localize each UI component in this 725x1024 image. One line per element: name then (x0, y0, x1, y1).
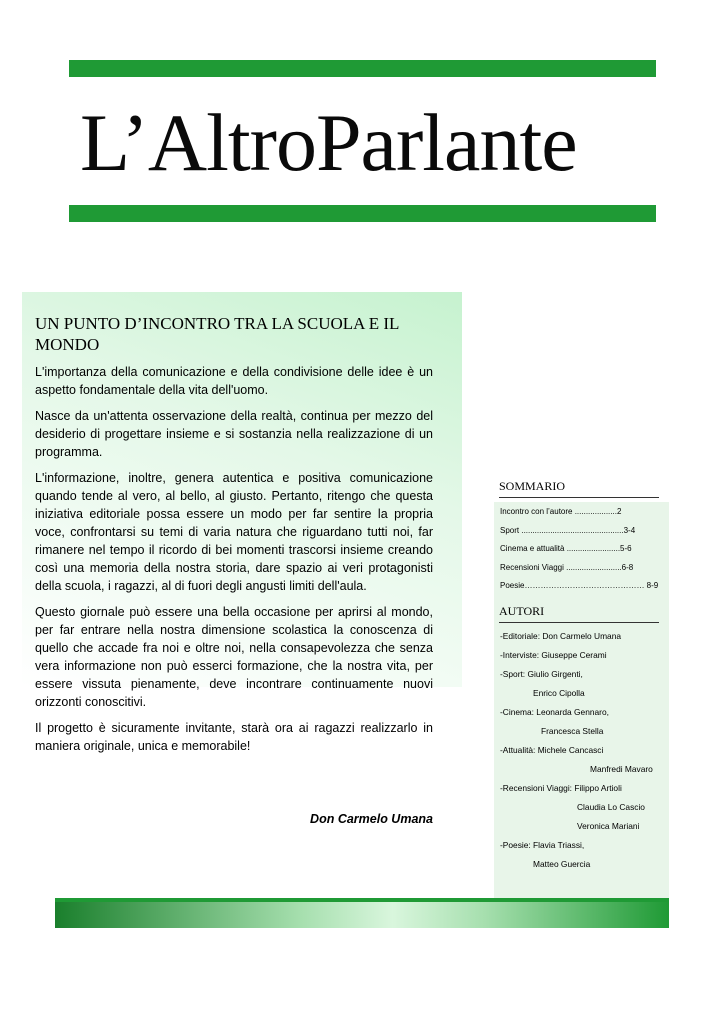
autori-item: -Attualità: Michele Cancasci (500, 745, 604, 755)
autori-item: Enrico Cipolla (533, 688, 585, 698)
sommario-item[interactable]: Poesie……………………………………… 8-9 (500, 581, 659, 590)
editorial-paragraph: Nasce da un'attenta osservazione della realtà, continua per mezzo del desiderio di progettare insieme e si sostanzia nella realizzazione di un programma. (35, 409, 433, 459)
autori-item: Manfredi Mavaro (590, 764, 653, 774)
sommario-item[interactable]: Incontro con l’autore ...................2 (500, 507, 622, 516)
editorial-article (35, 313, 433, 763)
editorial-paragraph: Il progetto è sicuramente invitante, starà ora ai ragazzi realizzarlo in maniera originale, unica e memorabile! (35, 721, 433, 753)
autori-list (500, 631, 665, 878)
sommario-heading: SOMMARIO (499, 479, 659, 498)
autori-item: Matteo Guercia (533, 859, 591, 869)
autori-item: Claudia Lo Cascio (577, 802, 645, 812)
masthead-bottom-rule (69, 205, 656, 222)
autori-item: Veronica Mariani (577, 821, 640, 831)
editorial-signature: Don Carmelo Umana (310, 812, 433, 826)
autori-item: Francesca Stella (541, 726, 604, 736)
autori-item: -Poesie: Flavia Triassi, (500, 840, 585, 850)
autori-item: -Sport: Giulio Girgenti, (500, 669, 583, 679)
sommario-item[interactable]: Recensioni Viaggi .........................6-8 (500, 562, 634, 572)
sommario-item[interactable]: Cinema e attualità ........................5-6 (500, 544, 632, 553)
top-green-rule (69, 60, 656, 77)
masthead-title: L’AltroParlante (80, 97, 577, 188)
editorial-paragraph: L'importanza della comunicazione e della condivisione delle idee è un aspetto fondamentale della vita dell'uomo. (35, 365, 433, 397)
autori-item: -Recensioni Viaggi: Filippo Artioli (500, 783, 622, 793)
autori-item: -Cinema: Leonarda Gennaro, (500, 707, 609, 717)
sommario-item[interactable]: Sport ..............................................3-4 (500, 525, 636, 535)
autori-heading: AUTORI (499, 604, 659, 623)
editorial-heading: UN PUNTO D’INCONTRO TRA LA SCUOLA E IL MONDO (35, 314, 399, 354)
sommario-list (500, 507, 660, 600)
editorial-paragraph: Questo giornale può essere una bella occasione per aprirsi al mondo, per far entrare nella nostra dimensione scolastica la conoscenza di quello che accade fra noi e oltre noi, nella consapevolezza che senza vera informazione non può esserci formazione, che la nostra vita, per essere vissuta pienamente, deve incontrare continuamente nuovi orizzonti conoscitivi. (35, 605, 433, 709)
autori-item: -Editoriale: Don Carmelo Umana (500, 631, 622, 641)
editorial-paragraph: L'informazione, inoltre, genera autentica e positiva comunicazione quando tende al vero, al bello, al giusto. Pertanto, ritengo che questa iniziativa editoriale possa essere un modo per far sentire la propria voce, confrontarsi su temi di varia natura che riguardano tutti noi, far rimanere nel tempo il ricordo di bei momenti trascorsi insieme creando così una memoria della nostra storia, dare spazio ai veri protagonisti della scuola, i ragazzi, al di fuori degli angusti limiti dell'aula. (35, 471, 433, 593)
autori-item: -Interviste: Giuseppe Cerami (500, 650, 607, 660)
footer-gradient-bar (55, 902, 669, 928)
